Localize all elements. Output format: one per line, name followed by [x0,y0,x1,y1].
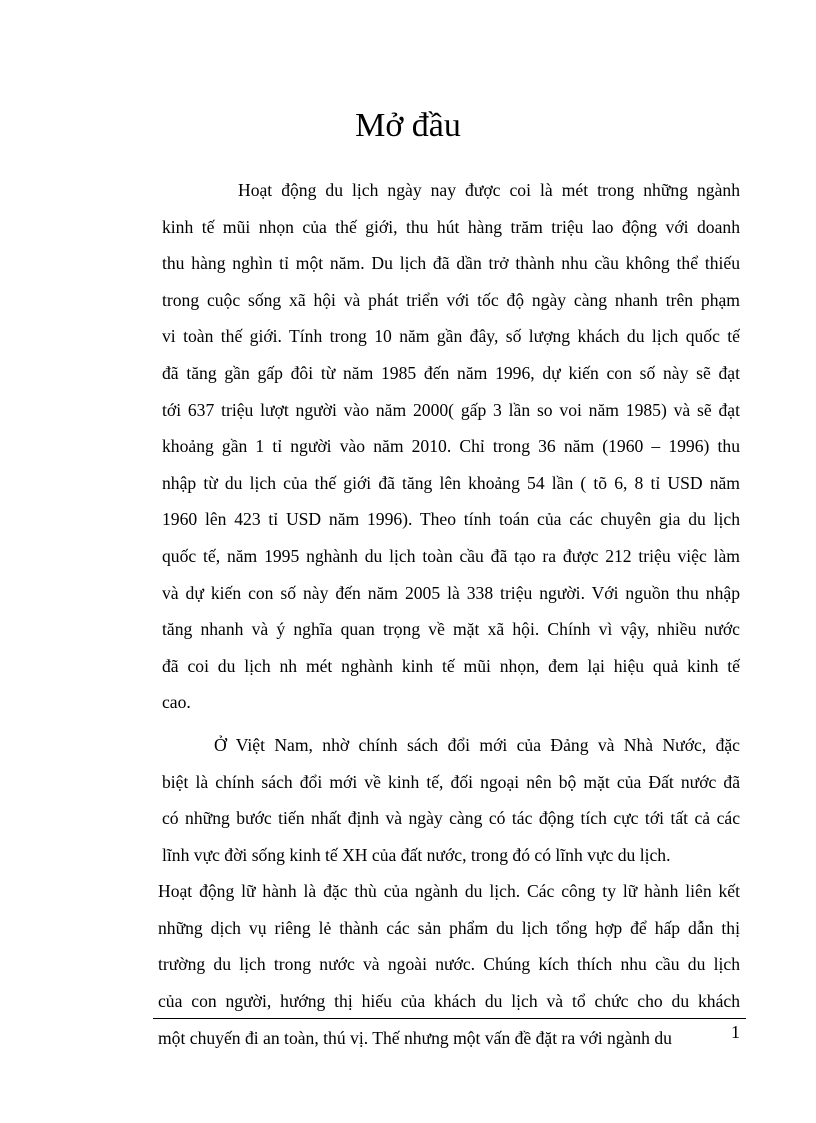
footer-divider [153,1018,746,1019]
paragraph-intro [162,172,740,721]
text-line: một chuyến đi an toàn, thú vị. Thế nhưng một vấn đề đặt ra với ngành du [158,1027,672,1048]
body-text [158,172,740,1056]
text-line: trong cuộc sống xã hội và phát triển với tốc độ ngày càng nhanh trên phạm [162,289,740,310]
text-line: khoảng gần 1 tỉ người vào năm 2010. Chỉ trong 36 năm (1960 – 1996) thu [162,436,740,457]
paragraph-tourism-operations [158,873,740,1056]
paragraph-vietnam [162,727,740,873]
text-line: lĩnh vực đời sống kinh tế XH của đất nước, trong đó có lĩnh vực du lịch. [162,844,671,865]
page-number: 1 [731,1022,740,1042]
text-line: tới 637 triệu lượt người vào năm 2000( gấp 3 lần so voi năm 1985) và sẽ đạt [162,399,740,420]
text-line: kinh tế mũi nhọn của thế giới, thu hút hàng trăm triệu lao động với doanh [162,216,740,237]
text-line: và dự kiến con số này đến năm 2005 là 338 triệu người. Với nguồn thu nhập [162,582,740,603]
text-line: những dịch vụ riêng lẻ thành các sản phẩm du lịch tổng hợp để hấp dẫn thị [158,917,740,938]
text-line: đã coi du lịch nh mét nghành kinh tế mũi nhọn, đem lại hiệu quả kinh tế [162,655,740,676]
text-line: 1960 lên 423 tỉ USD năm 1996). Theo tính toán của các chuyên gia du lịch [162,509,740,530]
text-line: cao. [162,692,191,713]
text-line: quốc tế, năm 1995 nghành du lịch toàn cầu đã tạo ra được 212 triệu việc làm [162,545,740,566]
text-line: nhập từ du lịch của thế giới đã tăng lên khoảng 54 lần ( tõ 6, 8 tỉ USD năm [162,472,740,493]
text-line: đã tăng gần gấp đôi từ năm 1985 đến năm 1996, dự kiến con số này sẽ đạt [162,362,740,383]
text-line: Hoạt động lữ hành là đặc thù của ngành du lịch. Các công ty lữ hành liên kết [158,881,740,902]
text-line: tăng nhanh và ý nghĩa quan trọng về mặt xã hội. Chính vì vậy, nhiều nước [162,619,740,640]
text-line: của con người, hướng thị hiếu của khách du lịch và tổ chức cho du khách [158,991,740,1012]
text-line: Hoạt động du lịch ngày nay được coi là mét trong những ngành [238,180,740,200]
text-line: thu hàng nghìn tỉ một năm. Du lịch đã dần trở thành nhu cầu không thể thiếu [162,253,740,274]
text-line: trường du lịch trong nước và ngoài nước. Chúng kích thích nhu cầu du lịch [158,954,740,975]
page-title: Mở đầu [355,107,461,144]
text-line: Ở Việt Nam, nhờ chính sách đổi mới của Đảng và Nhà Nước, đặc [214,734,740,755]
text-line: có những bước tiến nhất định và ngày càng có tác động tích cực tới tất cả các [162,808,740,829]
text-line: vi toàn thế giới. Tính trong 10 năm gần đây, số lượng khách du lịch quốc tế [162,326,740,347]
text-line: biệt là chính sách đổi mới về kinh tế, đối ngoại nên bộ mặt của Đất nước đã [162,771,740,792]
